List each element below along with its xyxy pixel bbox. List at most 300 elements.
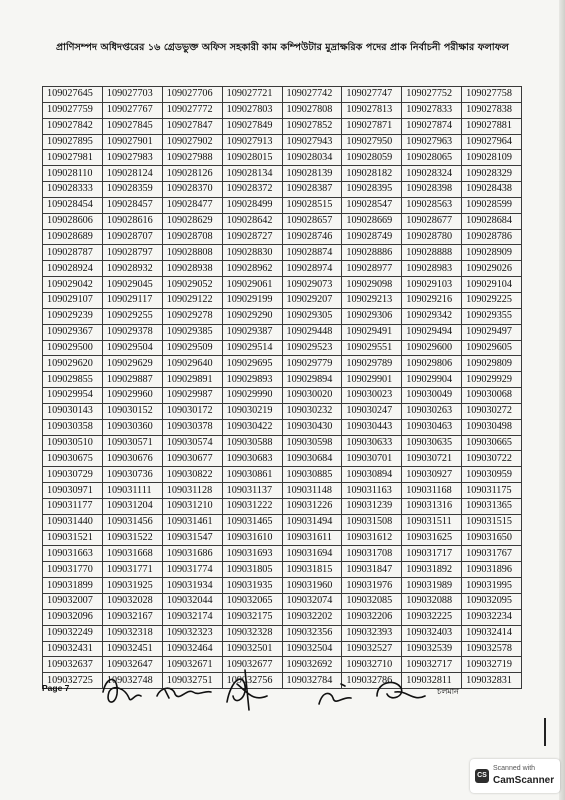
roll-number-cell: 109030247 bbox=[342, 403, 402, 419]
roll-number-cell: 109030861 bbox=[222, 467, 282, 483]
roll-number-cell: 109032539 bbox=[402, 641, 462, 657]
roll-number-cell: 109028370 bbox=[162, 182, 222, 198]
roll-number-cell: 109032007 bbox=[43, 594, 103, 610]
roll-number-cell: 109032501 bbox=[222, 641, 282, 657]
roll-number-cell: 109031316 bbox=[402, 498, 462, 514]
table-row bbox=[43, 308, 522, 324]
roll-number-cell: 109027838 bbox=[462, 102, 522, 118]
roll-number-cell: 109030675 bbox=[43, 451, 103, 467]
roll-number-cell: 109027874 bbox=[402, 118, 462, 134]
roll-number-cell: 109027981 bbox=[43, 150, 103, 166]
roll-number-cell: 109031771 bbox=[102, 562, 162, 578]
roll-number-cell: 109032167 bbox=[102, 609, 162, 625]
table-row bbox=[43, 625, 522, 641]
roll-number-cell: 109028707 bbox=[102, 229, 162, 245]
roll-number-cell: 109027901 bbox=[102, 134, 162, 150]
roll-number-cell: 109027963 bbox=[402, 134, 462, 150]
roll-number-cell: 109028109 bbox=[462, 150, 522, 166]
roll-number-cell: 109032249 bbox=[43, 625, 103, 641]
roll-number-cell: 109030885 bbox=[282, 467, 342, 483]
roll-number-cell: 109028808 bbox=[162, 245, 222, 261]
table-row bbox=[43, 245, 522, 261]
roll-number-cell: 109030219 bbox=[222, 403, 282, 419]
table-row bbox=[43, 419, 522, 435]
roll-number-cell: 109029103 bbox=[402, 277, 462, 293]
roll-number-cell: 109030272 bbox=[462, 403, 522, 419]
roll-number-cell: 109031774 bbox=[162, 562, 222, 578]
roll-number-cell: 109028786 bbox=[462, 229, 522, 245]
roll-number-cell: 109027645 bbox=[43, 87, 103, 103]
roll-number-cell: 109029779 bbox=[282, 356, 342, 372]
roll-number-cell: 109031521 bbox=[43, 530, 103, 546]
roll-number-cell: 109029893 bbox=[222, 372, 282, 388]
roll-number-cell: 109031612 bbox=[342, 530, 402, 546]
roll-number-table bbox=[42, 86, 522, 689]
roll-number-table-body bbox=[43, 87, 522, 689]
roll-number-cell: 109028563 bbox=[402, 197, 462, 213]
table-row bbox=[43, 372, 522, 388]
roll-number-cell: 109030152 bbox=[102, 403, 162, 419]
roll-number-cell: 109031137 bbox=[222, 483, 282, 499]
roll-number-cell: 109028599 bbox=[462, 197, 522, 213]
roll-number-cell: 109028324 bbox=[402, 166, 462, 182]
roll-number-cell: 109029695 bbox=[222, 356, 282, 372]
roll-number-cell: 109030721 bbox=[402, 451, 462, 467]
roll-number-cell: 109030736 bbox=[102, 467, 162, 483]
roll-number-cell: 109028398 bbox=[402, 182, 462, 198]
roll-number-cell: 109029620 bbox=[43, 356, 103, 372]
roll-number-cell: 109032174 bbox=[162, 609, 222, 625]
roll-number-cell: 109032725 bbox=[43, 673, 103, 689]
table-row bbox=[43, 467, 522, 483]
roll-number-cell: 109031111 bbox=[102, 483, 162, 499]
roll-number-cell: 109028124 bbox=[102, 166, 162, 182]
roll-number-cell: 109030722 bbox=[462, 451, 522, 467]
roll-number-cell: 109029367 bbox=[43, 324, 103, 340]
roll-number-cell: 109028457 bbox=[102, 197, 162, 213]
roll-number-cell: 109031461 bbox=[162, 514, 222, 530]
roll-number-cell: 109029990 bbox=[222, 388, 282, 404]
roll-number-cell: 109029491 bbox=[342, 324, 402, 340]
roll-number-cell: 109028689 bbox=[43, 229, 103, 245]
roll-number-cell: 109029239 bbox=[43, 308, 103, 324]
signature-1 bbox=[103, 679, 141, 702]
roll-number-cell: 109029104 bbox=[462, 277, 522, 293]
roll-number-cell: 109028395 bbox=[342, 182, 402, 198]
table-row bbox=[43, 562, 522, 578]
roll-number-cell: 109029061 bbox=[222, 277, 282, 293]
roll-number-cell: 109032328 bbox=[222, 625, 282, 641]
roll-number-cell: 109032318 bbox=[102, 625, 162, 641]
roll-number-cell: 109032044 bbox=[162, 594, 222, 610]
roll-number-cell: 109029098 bbox=[342, 277, 402, 293]
table-row bbox=[43, 150, 522, 166]
roll-number-cell: 109032323 bbox=[162, 625, 222, 641]
roll-number-cell: 109028727 bbox=[222, 229, 282, 245]
roll-number-cell: 109028749 bbox=[342, 229, 402, 245]
roll-number-cell: 109031547 bbox=[162, 530, 222, 546]
roll-number-cell: 109028909 bbox=[462, 245, 522, 261]
roll-number-cell: 109031960 bbox=[282, 578, 342, 594]
roll-number-cell: 109031610 bbox=[222, 530, 282, 546]
roll-number-cell: 109031511 bbox=[402, 514, 462, 530]
roll-number-cell: 109032647 bbox=[102, 657, 162, 673]
roll-number-cell: 109029207 bbox=[282, 292, 342, 308]
table-row bbox=[43, 182, 522, 198]
roll-number-cell: 109029107 bbox=[43, 292, 103, 308]
roll-number-cell: 109031522 bbox=[102, 530, 162, 546]
roll-number-cell: 109027895 bbox=[43, 134, 103, 150]
roll-number-cell: 109029355 bbox=[462, 308, 522, 324]
roll-number-cell: 109028974 bbox=[282, 261, 342, 277]
table-row bbox=[43, 213, 522, 229]
roll-number-cell: 109028387 bbox=[282, 182, 342, 198]
roll-number-cell: 109027950 bbox=[342, 134, 402, 150]
table-row bbox=[43, 356, 522, 372]
roll-number-cell: 109032811 bbox=[402, 673, 462, 689]
roll-number-cell: 109029255 bbox=[102, 308, 162, 324]
roll-number-cell: 109030360 bbox=[102, 419, 162, 435]
roll-number-cell: 109031805 bbox=[222, 562, 282, 578]
roll-number-cell: 109028886 bbox=[342, 245, 402, 261]
roll-number-cell: 109029290 bbox=[222, 308, 282, 324]
roll-number-cell: 109031899 bbox=[43, 578, 103, 594]
roll-number-cell: 109027721 bbox=[222, 87, 282, 103]
table-row bbox=[43, 102, 522, 118]
roll-number-cell: 109031204 bbox=[102, 498, 162, 514]
roll-number-cell: 109027759 bbox=[43, 102, 103, 118]
roll-number-cell: 109029305 bbox=[282, 308, 342, 324]
roll-number-cell: 109031934 bbox=[162, 578, 222, 594]
roll-number-cell: 109031440 bbox=[43, 514, 103, 530]
roll-number-cell: 109031365 bbox=[462, 498, 522, 514]
roll-number-cell: 109028034 bbox=[282, 150, 342, 166]
roll-number-cell: 109029523 bbox=[282, 340, 342, 356]
roll-number-cell: 109030701 bbox=[342, 451, 402, 467]
roll-number-cell: 109029378 bbox=[102, 324, 162, 340]
roll-number-cell: 109031896 bbox=[462, 562, 522, 578]
camscanner-logo-icon: CS bbox=[475, 769, 489, 783]
roll-number-cell: 109032074 bbox=[282, 594, 342, 610]
roll-number-cell: 109029045 bbox=[102, 277, 162, 293]
roll-number-cell: 109031925 bbox=[102, 578, 162, 594]
scanned-with-text: Scanned with bbox=[493, 765, 536, 772]
roll-number-cell: 109028938 bbox=[162, 261, 222, 277]
roll-number-cell: 109027852 bbox=[282, 118, 342, 134]
roll-number-cell: 109031717 bbox=[402, 546, 462, 562]
roll-number-cell: 109029385 bbox=[162, 324, 222, 340]
roll-number-cell: 109029960 bbox=[102, 388, 162, 404]
roll-number-cell: 109027943 bbox=[282, 134, 342, 150]
roll-number-cell: 109030959 bbox=[462, 467, 522, 483]
roll-number-cell: 109032692 bbox=[282, 657, 342, 673]
roll-number-cell: 109032234 bbox=[462, 609, 522, 625]
roll-number-cell: 109028438 bbox=[462, 182, 522, 198]
roll-number-cell: 109028547 bbox=[342, 197, 402, 213]
continued-label: চলমান bbox=[437, 687, 459, 696]
roll-number-cell: 109031515 bbox=[462, 514, 522, 530]
table-row bbox=[43, 166, 522, 182]
roll-number-cell: 109028333 bbox=[43, 182, 103, 198]
table-row bbox=[43, 229, 522, 245]
roll-number-cell: 109028454 bbox=[43, 197, 103, 213]
table-row bbox=[43, 641, 522, 657]
roll-number-cell: 109028372 bbox=[222, 182, 282, 198]
roll-number-cell: 109029901 bbox=[342, 372, 402, 388]
roll-number-cell: 109027813 bbox=[342, 102, 402, 118]
roll-number-cell: 109032784 bbox=[282, 673, 342, 689]
roll-number-cell: 109028134 bbox=[222, 166, 282, 182]
roll-number-cell: 109030422 bbox=[222, 419, 282, 435]
roll-number-cell: 109030068 bbox=[462, 388, 522, 404]
roll-number-cell: 109030023 bbox=[342, 388, 402, 404]
camscanner-badge bbox=[470, 759, 560, 793]
roll-number-cell: 109029514 bbox=[222, 340, 282, 356]
roll-number-cell: 109031456 bbox=[102, 514, 162, 530]
roll-number-cell: 109031177 bbox=[43, 498, 103, 514]
roll-number-cell: 109030020 bbox=[282, 388, 342, 404]
roll-number-cell: 109032028 bbox=[102, 594, 162, 610]
roll-number-cell: 109028684 bbox=[462, 213, 522, 229]
roll-number-cell: 109032414 bbox=[462, 625, 522, 641]
roll-number-cell: 109029504 bbox=[102, 340, 162, 356]
roll-number-cell: 109027767 bbox=[102, 102, 162, 118]
roll-number-cell: 109027964 bbox=[462, 134, 522, 150]
roll-number-cell: 109029887 bbox=[102, 372, 162, 388]
roll-number-cell: 109032637 bbox=[43, 657, 103, 673]
roll-number-cell: 109030498 bbox=[462, 419, 522, 435]
signature-4 bbox=[319, 684, 351, 704]
roll-number-cell: 109031989 bbox=[402, 578, 462, 594]
roll-number-cell: 109030635 bbox=[402, 435, 462, 451]
roll-number-cell: 109029387 bbox=[222, 324, 282, 340]
signatures-group bbox=[95, 662, 465, 732]
roll-number-cell: 109031686 bbox=[162, 546, 222, 562]
roll-number-cell: 109028888 bbox=[402, 245, 462, 261]
roll-number-cell: 109027833 bbox=[402, 102, 462, 118]
roll-number-cell: 109032831 bbox=[462, 673, 522, 689]
roll-number-cell: 109029806 bbox=[402, 356, 462, 372]
roll-number-cell: 109029954 bbox=[43, 388, 103, 404]
roll-number-cell: 109027803 bbox=[222, 102, 282, 118]
roll-number-cell: 109031163 bbox=[342, 483, 402, 499]
roll-number-cell: 109027913 bbox=[222, 134, 282, 150]
roll-number-cell: 109028677 bbox=[402, 213, 462, 229]
roll-number-cell: 109027772 bbox=[162, 102, 222, 118]
roll-number-cell: 109030633 bbox=[342, 435, 402, 451]
roll-number-cell: 109029122 bbox=[162, 292, 222, 308]
roll-number-cell: 109028616 bbox=[102, 213, 162, 229]
roll-number-cell: 109028606 bbox=[43, 213, 103, 229]
roll-number-cell: 109030588 bbox=[222, 435, 282, 451]
roll-number-cell: 109032717 bbox=[402, 657, 462, 673]
roll-number-cell: 109027849 bbox=[222, 118, 282, 134]
roll-number-cell: 109032504 bbox=[282, 641, 342, 657]
roll-number-cell: 109028708 bbox=[162, 229, 222, 245]
table-row bbox=[43, 530, 522, 546]
roll-number-cell: 109032451 bbox=[102, 641, 162, 657]
roll-number-cell: 109032464 bbox=[162, 641, 222, 657]
roll-number-cell: 109027902 bbox=[162, 134, 222, 150]
roll-number-cell: 109031976 bbox=[342, 578, 402, 594]
roll-number-cell: 109032786 bbox=[342, 673, 402, 689]
roll-number-cell: 109032088 bbox=[402, 594, 462, 610]
table-row bbox=[43, 118, 522, 134]
roll-number-cell: 109029891 bbox=[162, 372, 222, 388]
signature-2 bbox=[157, 688, 211, 698]
roll-number-cell: 109029199 bbox=[222, 292, 282, 308]
roll-number-cell: 109030894 bbox=[342, 467, 402, 483]
roll-number-cell: 109029278 bbox=[162, 308, 222, 324]
roll-number-cell: 109029042 bbox=[43, 277, 103, 293]
roll-number-cell: 109027988 bbox=[162, 150, 222, 166]
roll-number-cell: 109030971 bbox=[43, 483, 103, 499]
table-row bbox=[43, 546, 522, 562]
roll-number-cell: 109030729 bbox=[43, 467, 103, 483]
roll-number-cell: 109027983 bbox=[102, 150, 162, 166]
table-row bbox=[43, 403, 522, 419]
roll-number-cell: 109028065 bbox=[402, 150, 462, 166]
roll-number-cell: 109031226 bbox=[282, 498, 342, 514]
roll-number-cell: 109028924 bbox=[43, 261, 103, 277]
roll-number-cell: 109030049 bbox=[402, 388, 462, 404]
roll-number-cell: 109032578 bbox=[462, 641, 522, 657]
roll-number-cell: 109027758 bbox=[462, 87, 522, 103]
roll-number-cell: 109029073 bbox=[282, 277, 342, 293]
roll-number-cell: 109031693 bbox=[222, 546, 282, 562]
roll-number-cell: 109031767 bbox=[462, 546, 522, 562]
roll-number-cell: 109032225 bbox=[402, 609, 462, 625]
roll-number-cell: 109028059 bbox=[342, 150, 402, 166]
roll-number-cell: 109030684 bbox=[282, 451, 342, 467]
roll-number-cell: 109028983 bbox=[402, 261, 462, 277]
roll-number-cell: 109030822 bbox=[162, 467, 222, 483]
table-row bbox=[43, 435, 522, 451]
table-row bbox=[43, 324, 522, 340]
roll-number-cell: 109032065 bbox=[222, 594, 282, 610]
roll-number-cell: 109027881 bbox=[462, 118, 522, 134]
roll-number-cell: 109028329 bbox=[462, 166, 522, 182]
roll-number-cell: 109031494 bbox=[282, 514, 342, 530]
roll-number-cell: 109031611 bbox=[282, 530, 342, 546]
signature-3 bbox=[227, 670, 267, 710]
roll-number-cell: 109031892 bbox=[402, 562, 462, 578]
roll-number-cell: 109028962 bbox=[222, 261, 282, 277]
roll-number-cell: 109029494 bbox=[402, 324, 462, 340]
roll-number-cell: 109028629 bbox=[162, 213, 222, 229]
table-row bbox=[43, 609, 522, 625]
roll-number-cell: 109030463 bbox=[402, 419, 462, 435]
roll-number-cell: 109032710 bbox=[342, 657, 402, 673]
table-row bbox=[43, 498, 522, 514]
roll-number-cell: 109027752 bbox=[402, 87, 462, 103]
roll-number-cell: 109031625 bbox=[402, 530, 462, 546]
roll-number-cell: 109032393 bbox=[342, 625, 402, 641]
roll-number-cell: 109030172 bbox=[162, 403, 222, 419]
roll-number-cell: 109031815 bbox=[282, 562, 342, 578]
roll-number-cell: 109032403 bbox=[402, 625, 462, 641]
roll-number-cell: 109029629 bbox=[102, 356, 162, 372]
roll-number-cell: 109030263 bbox=[402, 403, 462, 419]
roll-number-cell: 109031663 bbox=[43, 546, 103, 562]
roll-number-cell: 109031650 bbox=[462, 530, 522, 546]
roll-number-cell: 109029225 bbox=[462, 292, 522, 308]
table-row bbox=[43, 87, 522, 103]
roll-number-cell: 109032095 bbox=[462, 594, 522, 610]
roll-number-cell: 109027706 bbox=[162, 87, 222, 103]
roll-number-cell: 109030677 bbox=[162, 451, 222, 467]
roll-number-cell: 109028932 bbox=[102, 261, 162, 277]
roll-number-cell: 109028515 bbox=[282, 197, 342, 213]
roll-number-cell: 109032677 bbox=[222, 657, 282, 673]
roll-number-cell: 109028787 bbox=[43, 245, 103, 261]
roll-number-cell: 109030927 bbox=[402, 467, 462, 483]
roll-number-cell: 109029509 bbox=[162, 340, 222, 356]
roll-number-cell: 109030598 bbox=[282, 435, 342, 451]
roll-number-cell: 109030430 bbox=[282, 419, 342, 435]
roll-number-cell: 109027742 bbox=[282, 87, 342, 103]
table-row bbox=[43, 483, 522, 499]
roll-number-cell: 109028977 bbox=[342, 261, 402, 277]
roll-number-cell: 109031694 bbox=[282, 546, 342, 562]
roll-number-cell: 109029342 bbox=[402, 308, 462, 324]
roll-number-cell: 109030358 bbox=[43, 419, 103, 435]
roll-number-cell: 109032085 bbox=[342, 594, 402, 610]
table-row bbox=[43, 261, 522, 277]
roll-number-cell: 109029026 bbox=[462, 261, 522, 277]
roll-number-cell: 109030574 bbox=[162, 435, 222, 451]
roll-number-cell: 109032671 bbox=[162, 657, 222, 673]
table-row bbox=[43, 277, 522, 293]
roll-number-cell: 109032748 bbox=[102, 673, 162, 689]
roll-number-cell: 109031239 bbox=[342, 498, 402, 514]
roll-number-cell: 109029551 bbox=[342, 340, 402, 356]
roll-number-cell: 109030510 bbox=[43, 435, 103, 451]
roll-number-cell: 109029500 bbox=[43, 340, 103, 356]
roll-number-cell: 109029809 bbox=[462, 356, 522, 372]
roll-number-cell: 109028499 bbox=[222, 197, 282, 213]
roll-number-cell: 109029987 bbox=[162, 388, 222, 404]
roll-number-cell: 109027808 bbox=[282, 102, 342, 118]
roll-number-cell: 109027842 bbox=[43, 118, 103, 134]
roll-number-cell: 109028746 bbox=[282, 229, 342, 245]
roll-number-cell: 109031222 bbox=[222, 498, 282, 514]
roll-number-cell: 109029052 bbox=[162, 277, 222, 293]
roll-number-cell: 109031210 bbox=[162, 498, 222, 514]
roll-number-cell: 109030571 bbox=[102, 435, 162, 451]
table-row bbox=[43, 594, 522, 610]
roll-number-cell: 109032756 bbox=[222, 673, 282, 689]
roll-number-cell: 109031175 bbox=[462, 483, 522, 499]
roll-number-cell: 109029497 bbox=[462, 324, 522, 340]
roll-number-cell: 109028182 bbox=[342, 166, 402, 182]
roll-number-cell: 109029789 bbox=[342, 356, 402, 372]
roll-number-cell: 109028657 bbox=[282, 213, 342, 229]
roll-number-cell: 109031995 bbox=[462, 578, 522, 594]
roll-number-cell: 109032206 bbox=[342, 609, 402, 625]
roll-number-cell: 109030232 bbox=[282, 403, 342, 419]
roll-number-cell: 109029904 bbox=[402, 372, 462, 388]
roll-number-cell: 109031935 bbox=[222, 578, 282, 594]
camscanner-text: CamScanner bbox=[493, 775, 555, 786]
roll-number-cell: 109032751 bbox=[162, 673, 222, 689]
roll-number-cell: 109028642 bbox=[222, 213, 282, 229]
roll-number-cell: 109028110 bbox=[43, 166, 103, 182]
roll-number-cell: 109028874 bbox=[282, 245, 342, 261]
roll-number-cell: 109032431 bbox=[43, 641, 103, 657]
roll-number-cell: 109027845 bbox=[102, 118, 162, 134]
table-row bbox=[43, 578, 522, 594]
